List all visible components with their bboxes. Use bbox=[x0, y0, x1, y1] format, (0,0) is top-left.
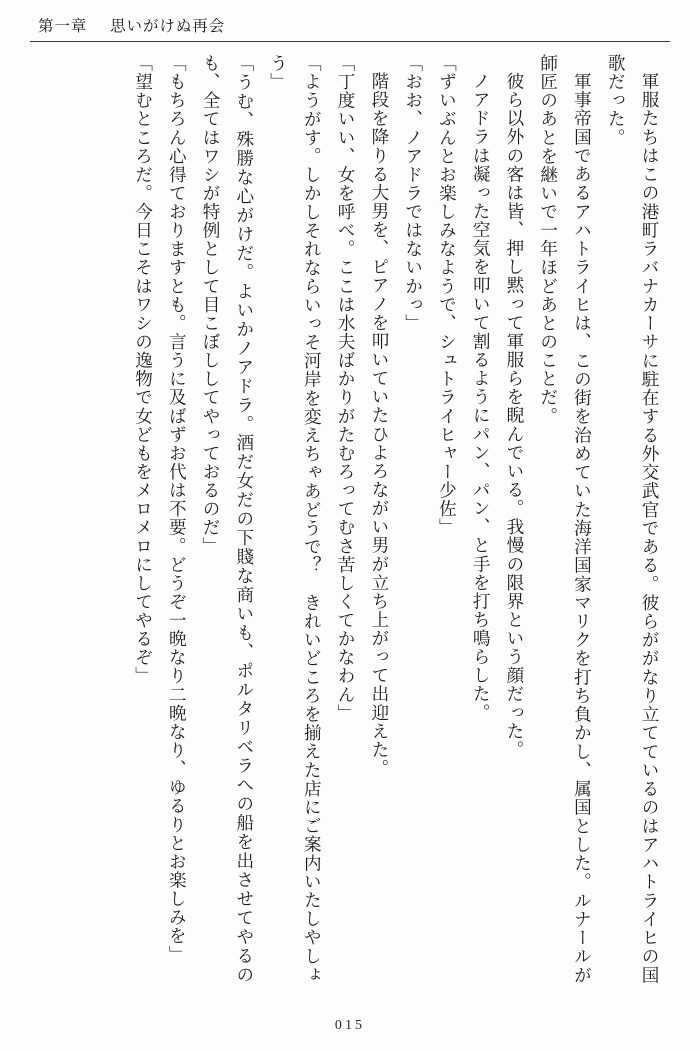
paragraph: 軍事帝国であるアハトライヒは、この街を治めていた海洋国家マリクを打ち負かし、属国とした。ルナールが師匠のあとを継いで一年ほどあとのことだ。 bbox=[538, 54, 593, 984]
chapter-title: 思いがけぬ再会 bbox=[110, 18, 226, 35]
body-text bbox=[54, 54, 666, 984]
paragraph: 「ずいぶんとお楽しみなようで、シュトライヒャー少佐」 bbox=[437, 54, 458, 537]
paragraph: 「望むところだ。今日こそはワシの逸物で女どもをメロメロにしてやるぞ」 bbox=[133, 54, 154, 686]
page-number: 015 bbox=[334, 1018, 366, 1033]
paragraph: 彼ら以外の客は皆、押し黙って軍服らを睨んでいる。我慢の限界という顔だった。 bbox=[504, 71, 525, 759]
paragraph: ノアドラは凝った空気を叩いて割るようにパン、パン、と手を打ち鳴らした。 bbox=[471, 71, 492, 722]
header-divider bbox=[30, 41, 670, 42]
paragraph: 軍服たちはこの港町ラバナカーサに駐在する外交武官である。彼らががなり立てているのはアハトライヒの国歌だった。 bbox=[606, 54, 660, 984]
chapter-number: 第一章 bbox=[38, 18, 88, 35]
running-header bbox=[38, 14, 225, 36]
paragraph: 「もちろん心得ておりますとも。言うに及ばずお代は不要。どうぞ一晩なり二晩なり、ゆるりとお楽しみを」 bbox=[167, 54, 188, 964]
paragraph: 階段を降りる大男を、ピアノを叩いていたひよろながい男が立ち上がって出迎えた。 bbox=[369, 71, 390, 778]
paragraph: 「丁度いい、女を呼べ。ここは水夫ばかりがたむろってむさ苦しくてかなわん」 bbox=[336, 54, 357, 723]
paragraph: 「おお、ノアドラではないかっ」 bbox=[403, 54, 424, 333]
paragraph: 「ようがす。しかしそれならいっそ河岸を変えちゃあどうで？ きれいどころを揃えた店にご案内いたしやしょう」 bbox=[268, 54, 323, 984]
paragraph: 「うむ、殊勝な心がけだ。よいかノアドラ。酒だ女だの下賤な商いも、ポルタリベラへの船を出させてやるのも、全てはワシが特例として目こぼししてやっておるのだ」 bbox=[201, 54, 255, 984]
